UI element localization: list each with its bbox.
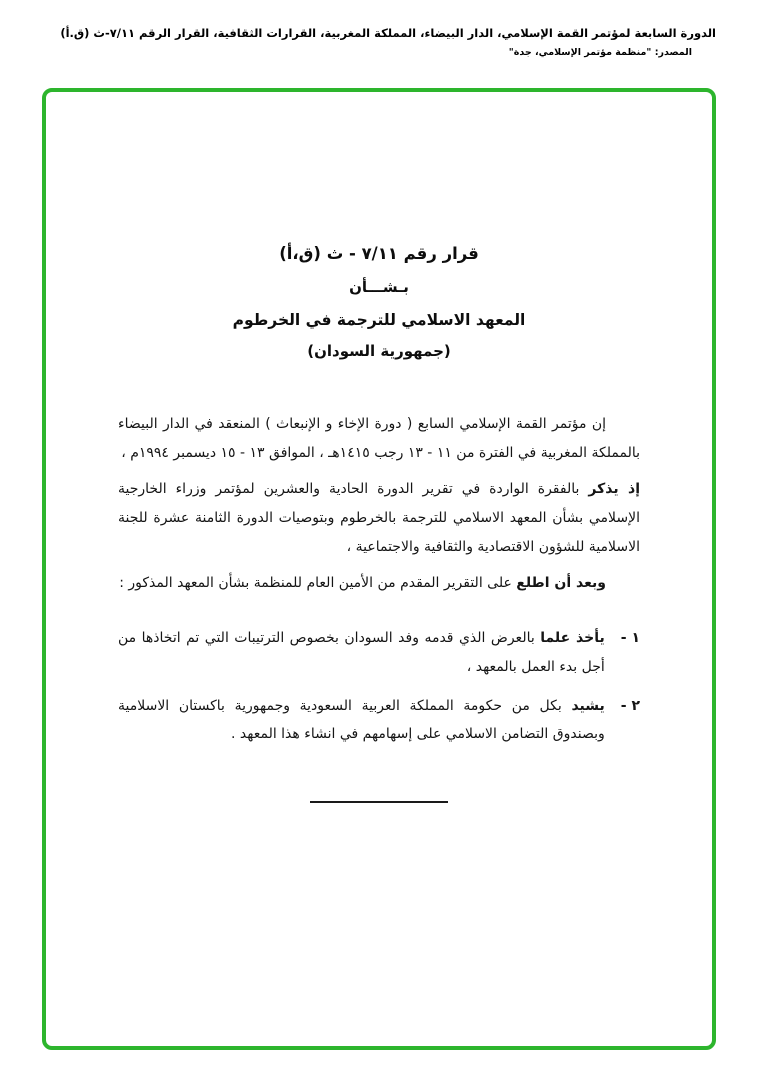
regarding-label: بـشـــأن [349, 278, 409, 296]
source-label: المصدر: [654, 47, 692, 58]
document-content [46, 92, 712, 803]
header-title: الدورة السابعة لمؤتمر القمة الإسلامي، الدار البيضاء، المملكة المغربية، القرارات الثقافية، القرار الرقم ٧/١١-ث (ق.أ) [60, 26, 716, 40]
item-lead: يأخذ علما [540, 630, 605, 647]
operative-items [118, 624, 640, 749]
recalling-paragraph [118, 475, 640, 561]
end-divider-line [310, 801, 448, 803]
item-text [118, 692, 605, 749]
resolution-body [118, 410, 640, 803]
item-body: بكل من حكومة المملكة العربية السعودية وجمهورية باكستان الاسلامية وبصندوق التضامن الاسلامي على إسهامهم في انشاء هذا المعهد . [118, 697, 605, 743]
item-number: ١ - [620, 630, 640, 647]
resolution-country: (جمهورية السودان) [307, 342, 451, 360]
resolution-number-title: قرار رقم ٧/١١ - ث (ق،أ) [279, 244, 479, 263]
item-text [118, 624, 605, 681]
list-item [118, 624, 640, 681]
preamble-paragraph [118, 410, 640, 467]
scanned-document-frame [42, 88, 716, 1050]
paragraph-lead: وبعد أن اطلع [516, 575, 606, 592]
item-lead: يشيد [571, 697, 605, 714]
paragraph-text: على التقرير المقدم من الأمين العام للمنظمة بشأن المعهد المذكور : [119, 575, 512, 592]
item-body: بالعرض الذي قدمه وفد السودان بخصوص الترتيبات التي تم اتخاذها من أجل بدء العمل بالمعهد ، [118, 630, 605, 675]
header-source [40, 47, 692, 58]
document-header [40, 26, 716, 58]
item-number: ٢ - [620, 697, 640, 714]
having-reviewed-paragraph [118, 569, 640, 598]
title-block [118, 244, 640, 360]
paragraph-text: إن مؤتمر القمة الإسلامي السابع ( دورة الإخاء و الإنبعاث ) المنعقد في الدار البيضاء بالمملكة المغربية في الفترة من ١١ - ١٣ رجب ١٤١٥هـ ، الموافق ١٣ - ١٥ ديسمبر ١٩٩٤م ، [118, 416, 640, 461]
paragraph-text: بالفقرة الواردة في تقرير الدورة الحادية والعشرين لمؤتمر وزراء الخارجية الإسلامي بشأن المعهد الاسلامي للترجمة بالخرطوم وبتوصيات الدورة الثامنة عشرة للجنة الاسلامية للشؤون الاقتصادية والثقافية والاجتماعية ، [118, 481, 640, 555]
resolution-subject: المعهد الاسلامي للترجمة في الخرطوم [232, 311, 526, 329]
list-item [118, 692, 640, 749]
source-value: "منظمة مؤتمر الإسلامي، جدة" [508, 47, 652, 58]
paragraph-lead: إذ يذكر [588, 481, 640, 498]
